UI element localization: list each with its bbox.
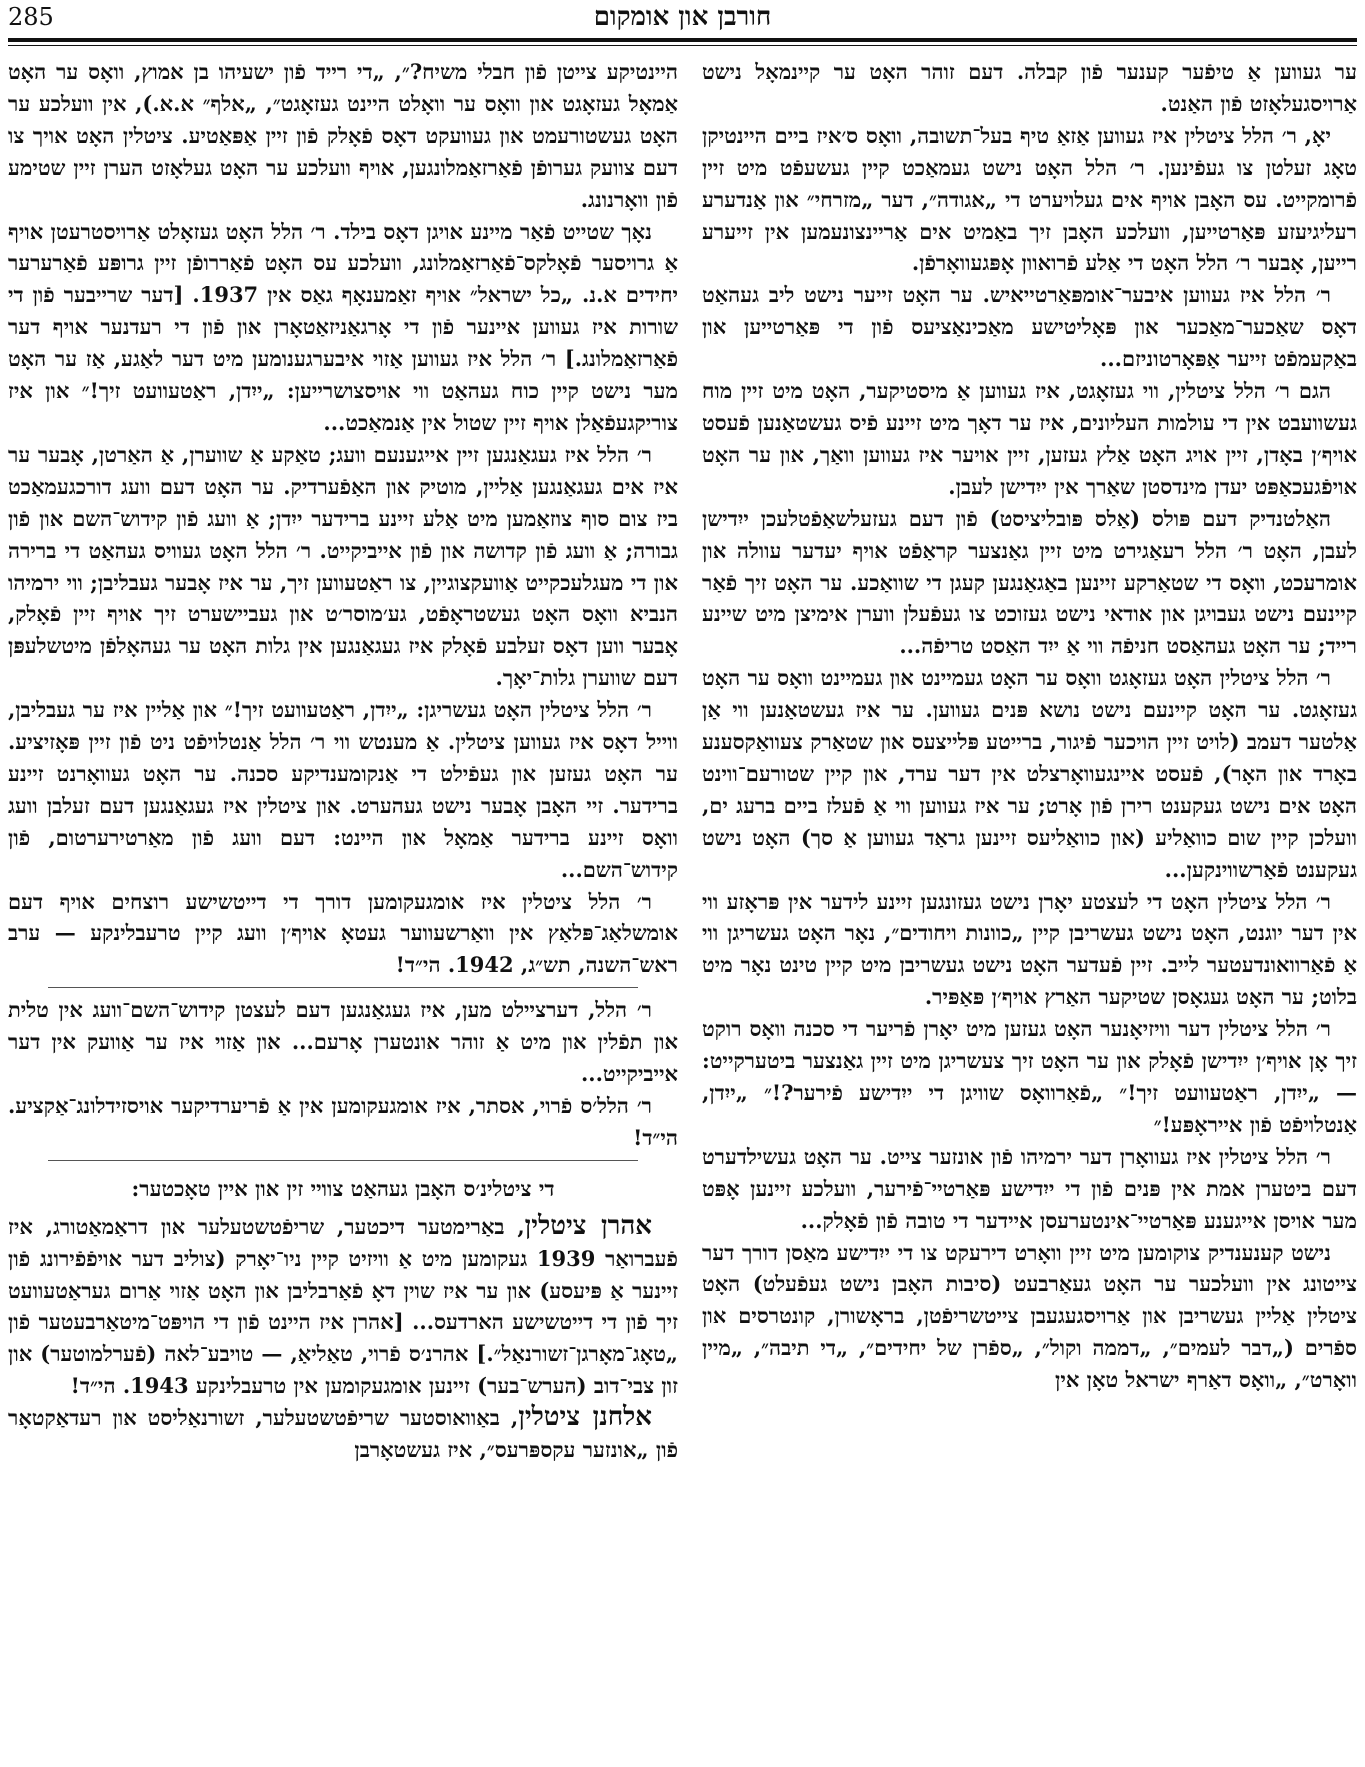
paragraph: ר׳ הלל, דערציילט מען, איז געגאַנגען דעם לעצטן קידוש־השם־וועג אין טלית און תפֿלין און מיט אַ זוהר אונטערן אָרעם... און אַזוי איז ער אַוועק אין דער אייביקייט... [8,997,678,1087]
paragraph: יאָ, ר׳ הלל ציטלין איז געווען אַזאַ טיף בעל־תשובה, וואָס ס׳איז ביים היינטיקן טאָג זעלטן צו געפֿינען. ר׳ הלל האָט נישט געמאַכט קיין געשעפֿט מיט זיין פֿרומקייט. עס האָבן אויף אים געלויערט די „אגודה״, דער „מזרחי״ און אַנדערע רעליגיעזע פּאַרטייען, וועלכע האָבן זיך באַמיט אים אַריינצונעמען אין זייערע רייען, אָבער ר׳ הלל האָט די אַלע פֿרואוון אָפּגעוואָרפֿן. [702,122,1357,276]
paragraph: נישט קענענדיק צוקומען מיט זיין וואָרט דירעקט צו די ייִדישע מאַסן דורך דער צייטונג אין וועלכער ער האָט געאַרבעט (סיבות האָבן נישט געפֿעלט) האָט ציטלין אַליין געשריבן און אַרויסגעגעבן צייטשריפֿטן, בראָשורן, קונטרסים און ספֿרים („דבר לעמים״, „דממה וקול״, „ספֿרן של יחידים״, „די תיבה״, „מיין וואָרט״, „וואָס דאַרף ישראל טאָן אין [702,1239,1357,1393]
entry-text: , באַרימטער דיכטער, שריפֿטשטעלער און דראַמאַטורג, איז פֿעברואַר 1939 געקומען מיט אַ וויזיט קיין ניו־יאָרק (צוליב דער אויפֿפֿירונג פֿון זיינער אַ פּיעסע) און ער איז שוין דאָ פֿאַרבליבן און האָט אַזוי אַרום געראַטעוועט זיך פֿון די דייטשישע הארדעס... [אהרן איז היינט פֿון די הויפּט־מיטאַרבעטער פֿון „טאָג־מאָרגן־זשורנאַל״.] אהרנ׳ס פֿרוי, טאַליאַ, — טויבע־לאה (פֿערלמוטער) און זון צבי־דוב (הערש־בער) זיינען אומגעקומען אין טרעבלינקע 1943. הי״ד! [8,1213,678,1399]
entry-name: אלחנן ציטלין [518,1402,652,1433]
paragraph: נאָך שטייט פֿאַר מיינע אויגן דאָס בילד. ר׳ הלל האָט געזאָלט אַרויסטרעטן אויף אַ גרויסער פֿאָלקס־פֿאַרזאַמלונג, וועלכע עס האָט פֿאַררופֿן זיין גרופּע פֿאַרערער יחידים א.נ. „כל ישראל״ אויף זאַמענאָף גאַס אין 1937. [דער שרייבער פֿון די שורות איז געווען איינער פֿון די אָרגאַניזאַטאָרן און פֿון די רעדנער אויף דער פֿאַרזאַמלונג.] ר׳ הלל איז געווען אַזוי איבערגענומען מיט דער לאַגע, אַז ער האָט מער נישט קיין כוח געהאַט ווי אויסצושרייען: „ייִדן, ראַטעוועט זיך!״ און איז צוריקגעפֿאַלן אויף זיין שטול אין אַנמאַכט... [8,218,678,435]
right-column [702,56,1357,1762]
left-column [8,56,678,1762]
paragraph: ר׳ הלל׳ס פֿרוי, אסתר, איז אומגעקומען אין אַ פֿריערדיקער אויסזידלונג־אַקציע. הי״ד! [8,1093,678,1150]
paragraph: ער געווען אַ טיפֿער קענער פֿון קבלה. דעם זוהר האָט ער קיינמאָל נישט אַרויסגעלאָזט פֿון האַנט. [702,59,1357,116]
entry-name: אהרן ציטלין [524,1210,652,1241]
paragraph: ר׳ הלל ציטלין דער וויזיאָנער האָט געזען מיט יאָרן פֿריער די סכנה וואָס רוקט זיך אָן אויף׳ן ייִדישן פֿאָלק און ער האָט זיך צעשריגן מיט זיין גאַנצער ביטערקייט: — „ייִדן, ראַטעוועט זיך!״ „פֿאַרוואָס שוויגן די ייִדישע פֿירער?!״ „ייִדן, אַנטלויפֿט פֿון אייראָפּע!״ [702,1016,1357,1137]
paragraph: ר׳ הלל ציטלין איז אומגעקומען דורך די דייטשישע רוצחים אויף דעם אומשלאַג־פּלאַץ אין וואַרשעווער געטאָ אויף׳ן וועג קיין טרעבלינקע — ערב ראש־השנה, תש״ג, 1942. הי״ד! [8,888,678,978]
section-divider [48,1160,638,1161]
paragraph: ר׳ הלל ציטלין איז געוואָרן דער ירמיהו פֿון אונזער צייט. ער האָט געשילדערט דעם ביטערן אמת אין פּנים פֿון די ייִדישע פּאַרטיי־פֿירער, וועלכע זיינען אָפּט מער אויסן אייגענע פּאַרטיי־אינטערעסן איידער די טובה פֿון פֿאָלק... [702,1143,1357,1233]
biography-entry [8,1211,678,1402]
paragraph: הגם ר׳ הלל ציטלין, ווי געזאָגט, איז געווען אַ מיסטיקער, האָט מיט זיין מוח געשוועבט אין די עולמות העליונים, איז ער דאָך מיט זיינע פֿיס געשטאַנען פֿעסט אויף׳ן באָדן, זיין אויג האָט אַלץ געזען, זיין אויער איז געווען וואַך, און ער האָט אויפֿגעכאַפּט יעדן מינדסטן שאַרך אין ייִדישן לעבן. [702,378,1357,499]
page-number: 285 [8,3,54,31]
section-heading: די ציטלינ׳ס האָבן געהאַט צוויי זין און איין טאָכטער: [131,1175,555,1201]
biography-entry [8,1402,678,1466]
paragraph: ר׳ הלל ציטלין האָט די לעצטע יאָרן נישט געזונגען זיינע לידער אין פּראָזע ווי אין דער יוגנט, האָט נישט געשריבן קיין „כוונות ויחודים״, נאָר האָט געשריגן ווי אַ פֿאַרוואונדעטער לייב. זיין פֿעדער האָט נישט געשריבן מיט קיין טינט נאָר מיט בלוט; ער האָט געגאָסן שטיקער האַרץ אויף׳ן פּאַפּיר. [702,888,1357,1010]
paragraph: ר׳ הלל ציטלין האָט געזאָגט וואָס ער האָט געמיינט און געמיינט וואָס ער האָט געזאָגט. ער האָט קיינעם נישט נושא פּנים געווען. ער איז געשטאַנען ווי אַן אַלטער דעמב (לויט זיין הויכער פֿיגור, ברייטע פּלייצעס און שטאַרק צעוואַקסענע באָרד און האָר), פֿעסט איינגעוואָרצלט אין דער ערד, און קיין שטורעם־ווינט האָט אים נישט געקענט רירן פֿון אָרט; ער איז געווען ווי אַ פֿעלז ביים ברעג ים, וועלכן קיין שום כוואַליע (און כוואַליעס זיינען גראַד געווען אַ סך) האָט נישט געקענט פֿאַרשווינקען... [702,665,1357,882]
section-divider [48,987,638,988]
paragraph: ר׳ הלל איז געווען איבער־אומפּאַרטייאיש. ער האָט זייער נישט ליב געהאַט דאָס שאַכער־מאַכער און פּאָליטישע מאַכינאַציעס פֿון די פּאַרטייען און באַקעמפֿט זייער אַפּאָרטוניזם... [702,282,1357,372]
header-rule-thick [8,38,1357,42]
paragraph: היינטיקע צייטן פֿון חבלי משיח?״, „די רייד פֿון ישעיהו בן אמוץ, וואָס ער האָט אַמאָל געזאָגט און וואָס ער וואָלט היינט געזאָגט״, „אלף״ א.א.), אין וועלכע ער האָט געשטורעמט און געוועקט דאָס פֿאָלק פֿון זיין אַפּאַטיע. ציטלין האָט אויך צו דעם צוועק גערופֿן פֿאַרזאַמלונגען, אויף וועלכע ער האָט געלאָזט הערן זיין שטימע פֿון וואָרנונג. [8,59,678,212]
paragraph: ר׳ הלל איז געגאַנגען זיין אייגענעם וועג; טאַקע אַ שווערן, אַ האַרטן, אָבער ער איז אים געגאַנגען אַליין, מוטיק און האַפֿערדיק. ער האָט דעם וועג דורכגעמאַכט ביז צום סוף צוזאַמען מיט אַלע זיינע ברידער ייִדן; אַ וועג פֿון קידוש־השם און פֿון גבורה; אַ וועג פֿון קדושה און פֿון אייביקייט. ר׳ הלל האָט געוויס געהאַט די ברירה און די מעגלעכקייט אַוועקצוגיין, צו ראַטעווען זיך, ער איז אָבער געבליבן; ווי ירמיהו הנביא וואָס האָט געשטראָפֿט, גע׳מוסר׳ט און געביישערט זיך אויף זיין פֿאָלק, אָבער ווען דאָס זעלבע פֿאָלק איז געגאַנגען אין גלות האָט ער געהאָלפֿן מיטשלעפּן דעם שווערן גלות־יאָך. [8,441,678,691]
header-rule-thin [8,45,1357,46]
running-title: חורבן און אומקום [593,2,772,32]
paragraph: ר׳ הלל ציטלין האָט געשריגן: „ייִדן, ראַטעוועט זיך!״ און אַליין איז ער געבליבן, ווייל דאָס איז געווען ציטלין. אַ מענטש ווי ר׳ הלל אַנטלויפֿט ניט פֿון זיין פּאָזיציע. ער האָט געזען און געפֿילט די אַנקומענדיקע סכנה. ער האָט געוואָרנט זיינע ברידער. זיי האָבן אָבער נישט געהערט. און ציטלין איז געגאַנגען דעם זעלבן וועג וואָס זיינע ברידער אַמאָל און היינט: דעם וועג פֿון מאַרטירערטום, פֿון קידוש־השם... [8,697,678,882]
entry-text: , באַוואוסטער שריפֿטשטעלער, זשורנאַליסט און רעדאַקטאָר פֿון „אונזער עקספּרעס״, איז געשטאָרבן [8,1405,678,1463]
paragraph: האַלטנדיק דעם פּולס (אַלס פּובליציסט) פֿון דעם געזעלשאַפֿטלעכן ייִדישן לעבן, האָט ר׳ הלל רעאַגירט מיט זיין גאַנצער קראַפֿט אויף יעדער עוולה און אומרעכט, וואָס די שטאַרקע זיינען באַגאַנגען קעגן די שוואַכע. ער האָט זיך פֿאַר קיינעם נישט געבויגן און אודאי נישט געזוכט צו געפֿעלן ווערן אימיצן מיט שיינע רייד; ער האָט געהאַסט חניפֿה ווי אַ ייִד האַסט טריפֿה... [702,505,1357,659]
running-head [0,0,1365,46]
